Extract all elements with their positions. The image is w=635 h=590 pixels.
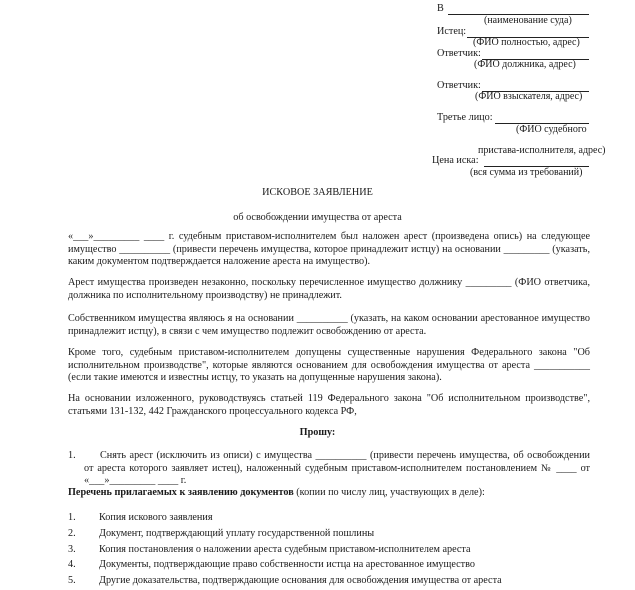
plaintiff-hint: (ФИО полностью, адрес) (473, 37, 580, 48)
attachment-item: Документы, подтверждающие право собственности истца на арестованное имущество (99, 559, 475, 570)
attachment-item: Копия искового заявления (99, 512, 213, 523)
paragraph-basis: На основании изложенного, руководствуясь статьей 119 Федерального закона "Об исполнительном производстве", статьями 131-132, 442 Гражданского процессуального кодекса РФ, (68, 393, 590, 417)
paragraph-arrest: «___»_________ ____ г. судебным приставом-исполнителем был наложен арест (произведена опись) на следующее имущество __________ (привести перечень имущества, которое принадлежит истцу) на основании _________ (указать, каким документом подтверждается наложение ареста на имущество). (68, 231, 590, 268)
request-number: 1. (68, 450, 76, 461)
court-prefix: В (437, 3, 444, 14)
paragraph-violations: Кроме того, судебным приставом-исполнителем допущены существенные нарушения Федерального закона "Об исполнительном производстве", которые являются основанием для освобождения имущества от ареста ___________ (если такие имеются и известны истцу, то указать на допущенные нарушения закона). (68, 347, 590, 384)
plaintiff-label: Истец: (437, 26, 467, 37)
court-hint: (наименование суда) (484, 15, 572, 26)
defendant1-label: Ответчик: (437, 48, 481, 59)
defendant1-hint: (ФИО должника, адрес) (474, 59, 576, 70)
paragraph-illegal: Арест имущества произведен незаконно, поскольку перечисленное имущество должнику _________ (ФИО ответчика, должника по исполнительному производству) не принадлежит. (68, 277, 590, 301)
attachment-item: Документ, подтверждающий уплату государственной пошлины (99, 528, 375, 539)
document-subtitle: об освобождении имущества от ареста (233, 212, 402, 223)
attachments-heading-bold: Перечень прилагаемых к заявлению документов (68, 487, 294, 498)
attachments-heading-rest: (копии по числу лиц, участвующих в деле): (293, 487, 485, 498)
request-text: Снять арест (исключить из описи) с имущества __________ (привести перечень имущества, об освобождении от ареста которого заявляет истец), наложенный судебным приставом-исполнителем постановлением № ____ от «___»_________ ____ г. (84, 450, 590, 487)
attachment-number: 4. (68, 559, 76, 570)
third-party-hint-2: пристава-исполнителя, адрес) (478, 145, 606, 156)
third-party-label: Третье лицо: (437, 112, 493, 123)
attachment-number: 3. (68, 544, 76, 555)
attachment-number: 2. (68, 528, 76, 539)
third-party-hint-1: (ФИО судебного (516, 124, 587, 135)
attachments-heading (68, 487, 485, 500)
request-heading: Прошу: (299, 427, 336, 438)
attachment-number: 1. (68, 512, 76, 523)
claim-price-hint: (вся сумма из требований) (470, 167, 583, 178)
defendant2-hint: (ФИО взыскателя, адрес) (475, 91, 583, 102)
paragraph-owner: Собственником имущества являюсь я на основании __________ (указать, на каком основании арестованное имущество принадлежит истцу), в связи с чем имущество подлежит освобождению от ареста. (68, 313, 590, 337)
claim-price-label: Цена иска: (432, 155, 479, 166)
attachment-number: 5. (68, 575, 76, 586)
document-title: ИСКОВОЕ ЗАЯВЛЕНИЕ (262, 187, 373, 198)
defendant2-label: Ответчик: (437, 80, 481, 91)
attachment-item: Другие доказательства, подтверждающие основания для освобождения имущества от ареста (99, 575, 502, 586)
attachment-item: Копия постановления о наложении ареста судебным приставом-исполнителем ареста (99, 544, 471, 555)
